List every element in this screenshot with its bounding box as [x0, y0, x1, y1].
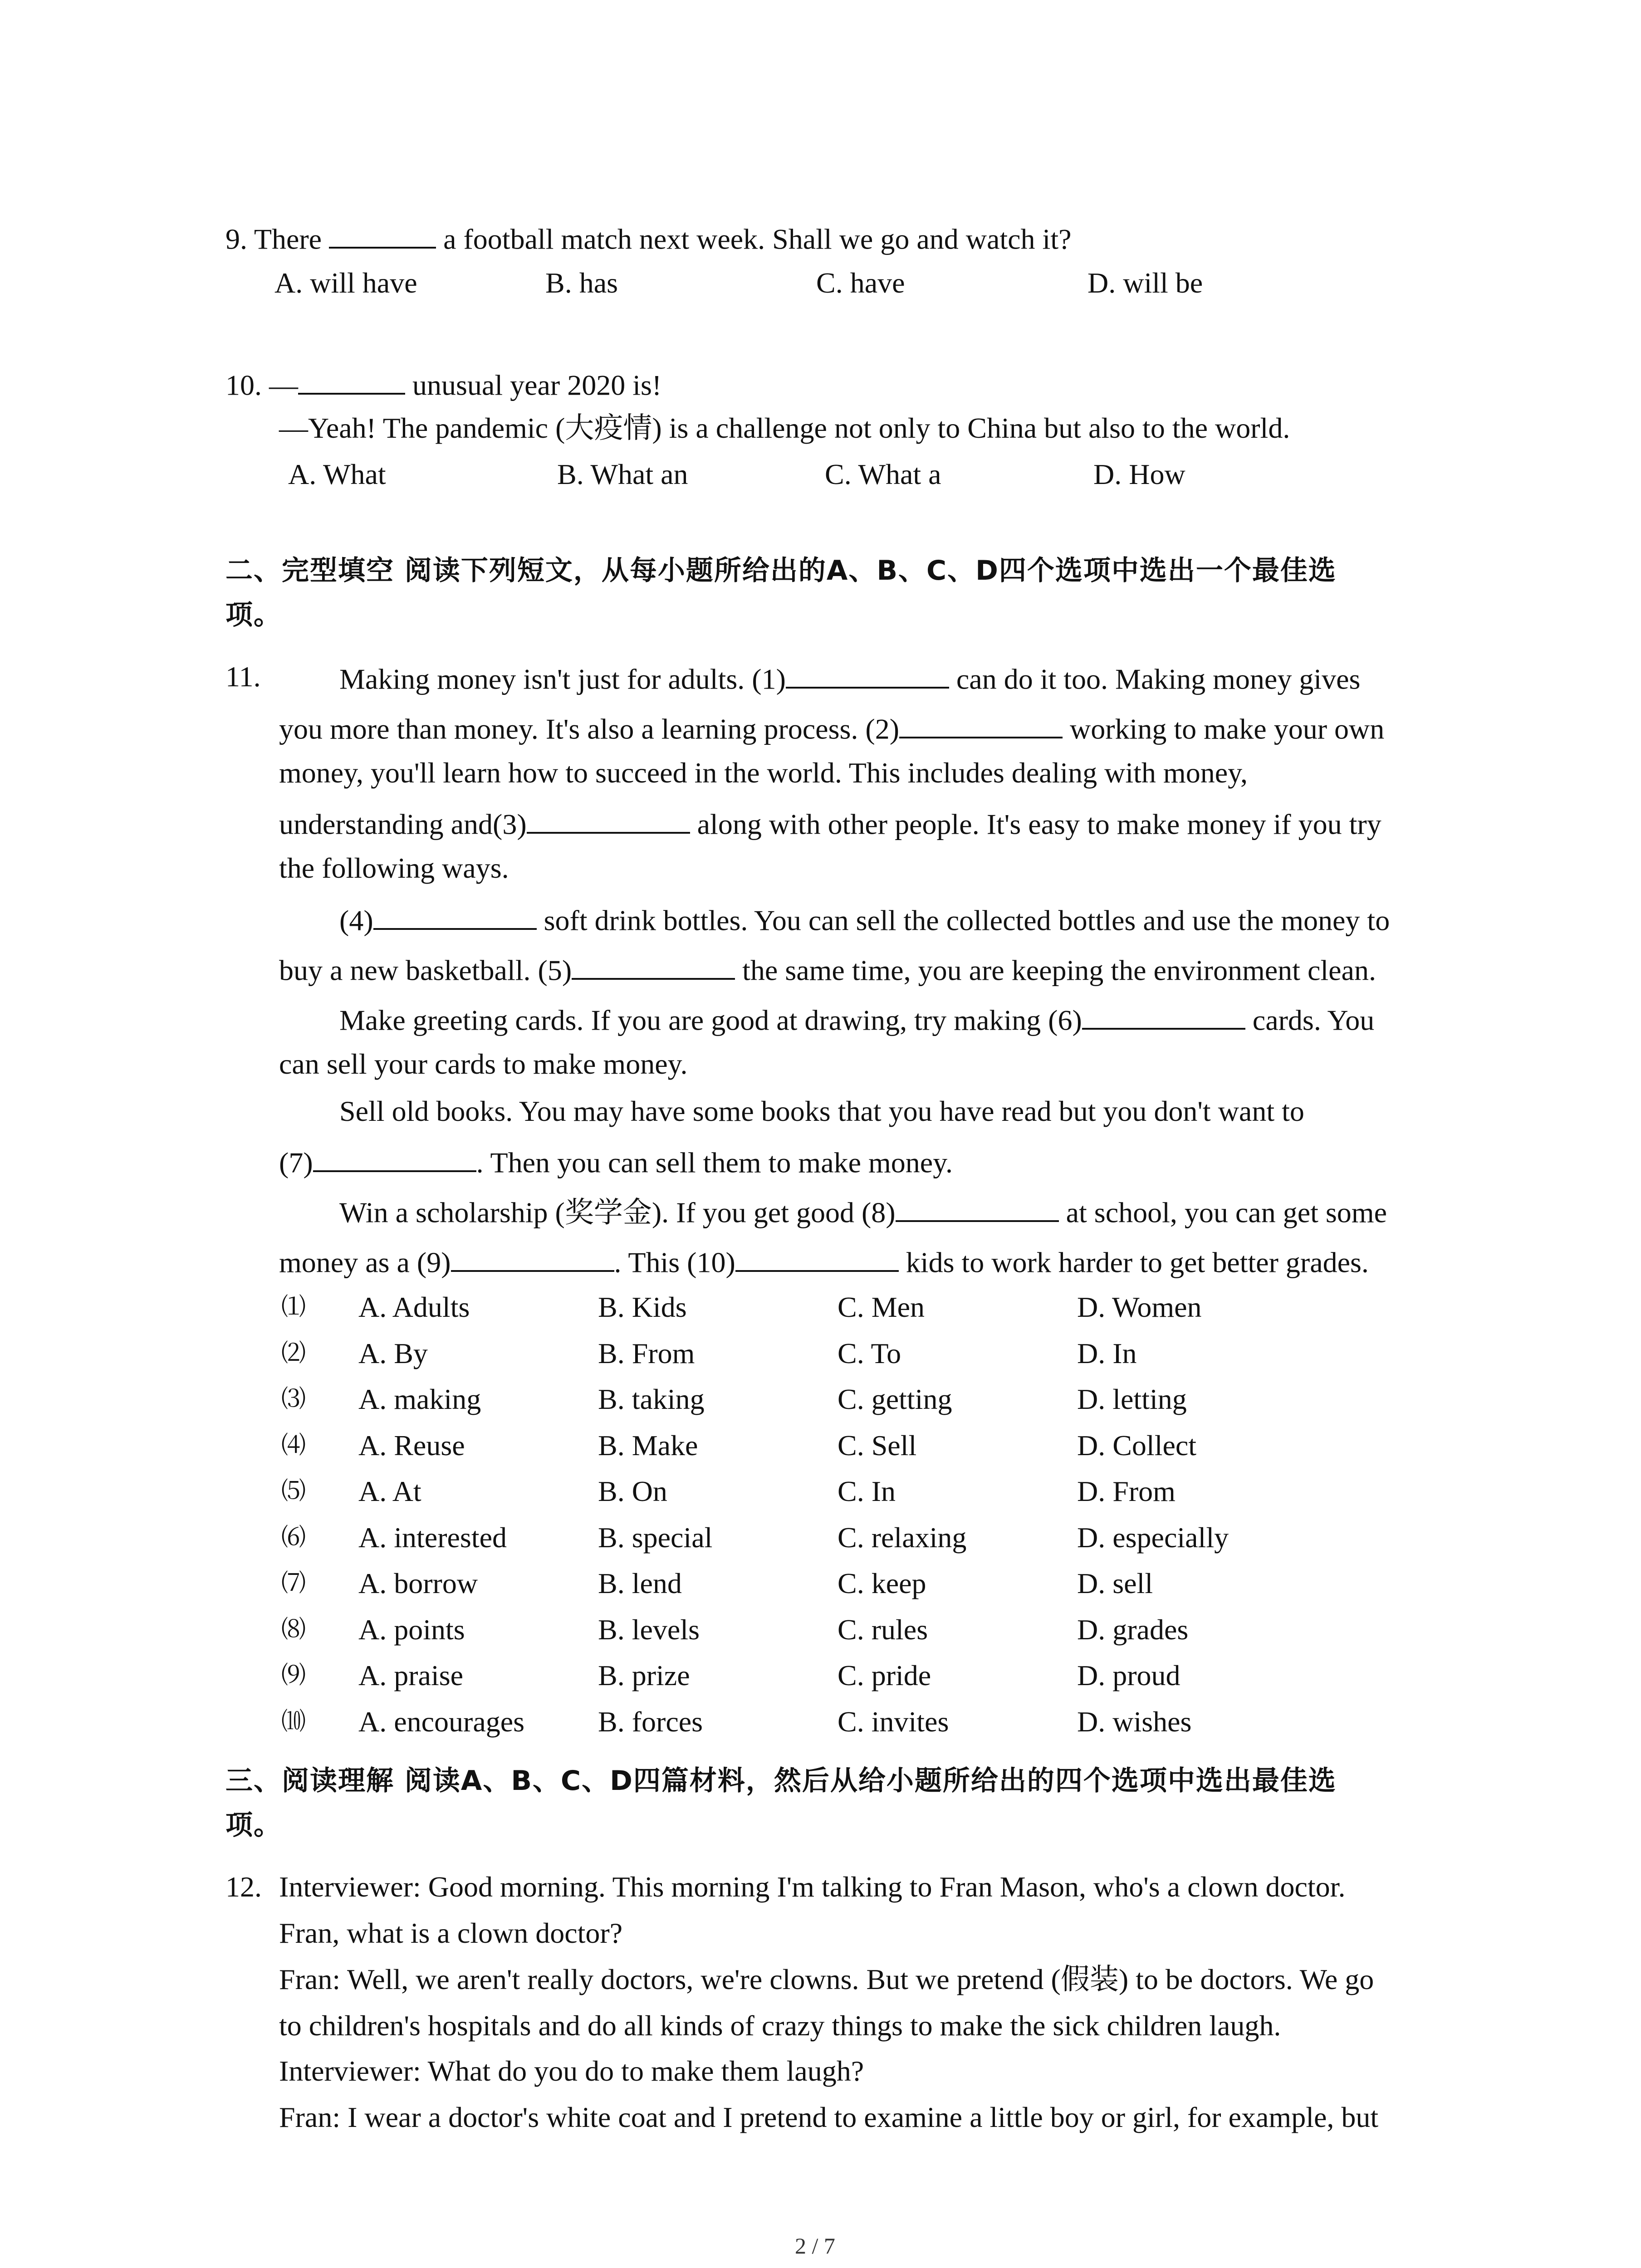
passage-text: (7)	[279, 1146, 313, 1179]
dash: —	[269, 369, 298, 401]
choice-d[interactable]: D. In	[1077, 1337, 1137, 1369]
choice-number: ⑸	[281, 1476, 306, 1505]
dialogue-line: to children's hospitals and do all kinds of crazy things to make the sick children laugh.	[279, 2009, 1281, 2042]
passage-line: can sell your cards to make money.	[279, 1048, 688, 1080]
choice-number: ⑵	[281, 1338, 306, 1367]
passage-text: Win a scholarship (奖学金). If you get good (8)	[339, 1196, 896, 1229]
choice-a[interactable]: A. encourages	[358, 1705, 525, 1738]
passage-text: along with other people. It's easy to make money if you try	[697, 808, 1381, 841]
choice-d[interactable]: D. letting	[1077, 1383, 1187, 1415]
cloze-blank-4[interactable]	[373, 904, 537, 930]
choice-c[interactable]: C. invites	[838, 1705, 949, 1738]
passage-line	[279, 1246, 1369, 1277]
option-a: A. will have	[274, 267, 417, 299]
choice-number: ⑹	[281, 1522, 306, 1551]
choice-number: ⑽	[281, 1706, 306, 1735]
choice-a[interactable]: A. Adults	[358, 1291, 470, 1323]
cloze-blank-7[interactable]	[313, 1146, 476, 1172]
choice-c[interactable]: C. rules	[838, 1613, 928, 1646]
choice-c[interactable]: C. keep	[838, 1567, 926, 1599]
choice-number: ⑷	[281, 1430, 306, 1459]
choice-a[interactable]: A. praise	[358, 1659, 464, 1691]
dialogue-line: Interviewer: Good morning. This morning I'm talking to Fran Mason, who's a clown doctor.	[279, 1871, 1346, 1903]
answer-blank[interactable]	[329, 222, 436, 249]
cloze-blank-2[interactable]	[899, 712, 1063, 738]
choice-number: ⑴	[281, 1292, 306, 1321]
choice-a[interactable]: A. Reuse	[358, 1429, 465, 1461]
question-number: 10.	[225, 369, 262, 401]
option-a: A. What	[288, 458, 386, 490]
passage-line	[339, 662, 1360, 694]
choice-c[interactable]: C. relaxing	[838, 1521, 967, 1554]
option-b: B. What an	[557, 458, 688, 490]
cloze-blank-8[interactable]	[896, 1196, 1059, 1222]
stem-text: a football match next week. Shall we go and watch it?	[443, 223, 1072, 255]
choice-d[interactable]: D. Women	[1077, 1291, 1202, 1323]
section-heading-reading: 三、阅读理解 阅读A、B、C、D四篇材料，然后从给小题所给出的四个选项中选出最佳选	[225, 1765, 1337, 1797]
choice-c[interactable]: C. To	[838, 1337, 901, 1369]
choice-d[interactable]: D. proud	[1077, 1659, 1181, 1691]
question-9-stem	[225, 222, 1072, 254]
passage-text: can do it too. Making money gives	[956, 663, 1361, 695]
cloze-blank-6[interactable]	[1082, 1003, 1245, 1030]
passage-text: at school, you can get some	[1066, 1196, 1387, 1229]
section-heading-cloze: 二、完型填空 阅读下列短文，从每小题所给出的A、B、C、D四个选项中选出一个最佳选	[225, 555, 1337, 587]
passage-line	[279, 1146, 953, 1177]
choice-d[interactable]: D. wishes	[1077, 1705, 1192, 1738]
choice-a[interactable]: A. making	[358, 1383, 481, 1415]
passage-line: the following ways.	[279, 852, 509, 884]
dialogue-line: Fran: Well, we aren't really doctors, we're clowns. But we pretend (假装) to be doctors. We go	[279, 1963, 1374, 1995]
option-c: C. What a	[825, 458, 941, 490]
passage-text: working to make your own	[1070, 713, 1385, 745]
option-d: D. How	[1093, 458, 1185, 490]
option-b: B. has	[545, 267, 618, 299]
choice-number: ⑺	[281, 1569, 306, 1597]
choice-c[interactable]: C. pride	[838, 1659, 931, 1691]
option-d: D. will be	[1087, 267, 1203, 299]
passage-line	[279, 953, 1376, 985]
passage-line	[339, 1003, 1374, 1035]
dialogue-line: Interviewer: What do you do to make them laugh?	[279, 2055, 864, 2087]
passage-text: (4)	[339, 904, 373, 937]
choice-b[interactable]: B. forces	[598, 1705, 703, 1738]
choice-d[interactable]: D. sell	[1077, 1567, 1153, 1599]
passage-text: . Then you can sell them to make money.	[476, 1146, 953, 1179]
choice-c[interactable]: C. In	[838, 1475, 896, 1507]
passage-line	[339, 904, 1390, 935]
passage-line	[339, 1196, 1387, 1227]
choice-c[interactable]: C. getting	[838, 1383, 952, 1415]
choice-b[interactable]: B. special	[598, 1521, 713, 1554]
answer-blank[interactable]	[298, 368, 405, 395]
choice-number: ⑶	[281, 1384, 306, 1413]
passage-text: the same time, you are keeping the environment clean.	[742, 954, 1376, 987]
choice-a[interactable]: A. At	[358, 1475, 421, 1507]
dialogue-line: Fran: I wear a doctor's white coat and I pretend to examine a little boy or girl, for example, but	[279, 2101, 1379, 2133]
choice-a[interactable]: A. borrow	[358, 1567, 478, 1599]
passage-line	[279, 807, 1381, 839]
choice-d[interactable]: D. Collect	[1077, 1429, 1197, 1461]
passage-text: you more than money. It's also a learning process. (2)	[279, 713, 899, 745]
choice-number: ⑼	[281, 1661, 306, 1689]
passage-line	[279, 712, 1384, 743]
passage-line: Sell old books. You may have some books that you have read but you don't want to	[339, 1095, 1304, 1127]
section-heading-cloze-cont: 项。	[225, 599, 282, 631]
choice-c[interactable]: C. Sell	[838, 1429, 917, 1461]
choice-b[interactable]: B. prize	[598, 1659, 690, 1691]
choice-c[interactable]: C. Men	[838, 1291, 925, 1323]
choice-d[interactable]: D. especially	[1077, 1521, 1229, 1554]
stem-text: There	[254, 223, 322, 255]
choice-b[interactable]: B. Make	[598, 1429, 698, 1461]
choice-d[interactable]: D. From	[1077, 1475, 1176, 1507]
passage-line: money, you'll learn how to succeed in the world. This includes dealing with money,	[279, 757, 1248, 789]
question-number: 12.	[225, 1871, 262, 1903]
choice-b[interactable]: B. On	[598, 1475, 667, 1507]
question-number: 11.	[225, 660, 261, 693]
passage-text: . This (10)	[614, 1246, 735, 1279]
passage-text: understanding and(3)	[279, 808, 527, 841]
choice-a[interactable]: A. By	[358, 1337, 428, 1369]
cloze-blank-1[interactable]	[786, 662, 949, 689]
passage-text: cards. You	[1252, 1004, 1375, 1036]
page-number: 2 / 7	[795, 2233, 835, 2258]
cloze-blank-5[interactable]	[572, 953, 735, 980]
cloze-blank-9[interactable]	[451, 1246, 614, 1272]
dialogue-line: Fran, what is a clown doctor?	[279, 1917, 623, 1949]
passage-text: Making money isn't just for adults. (1)	[339, 663, 786, 695]
choice-b[interactable]: B. From	[598, 1337, 695, 1369]
passage-text: soft drink bottles. You can sell the collected bottles and use the money to	[544, 904, 1390, 937]
passage-text: Make greeting cards. If you are good at drawing, try making (6)	[339, 1004, 1082, 1036]
passage-text: money as a (9)	[279, 1246, 451, 1279]
choice-b[interactable]: B. levels	[598, 1613, 700, 1646]
choice-b[interactable]: B. taking	[598, 1383, 705, 1415]
choice-b[interactable]: B. Kids	[598, 1291, 687, 1323]
choice-d[interactable]: D. grades	[1077, 1613, 1189, 1646]
passage-text: kids to work harder to get better grades.	[906, 1246, 1369, 1279]
choice-a[interactable]: A. interested	[358, 1521, 507, 1554]
option-c: C. have	[816, 267, 905, 299]
question-number: 9.	[225, 223, 247, 255]
question-10-line2: —Yeah! The pandemic (大疫情) is a challenge not only to China but also to the world.	[279, 412, 1290, 444]
choice-number: ⑻	[281, 1614, 306, 1643]
stem-text: unusual year 2020 is!	[412, 369, 662, 401]
question-10-line1	[225, 368, 661, 400]
passage-text: buy a new basketball. (5)	[279, 954, 572, 987]
cloze-blank-10[interactable]	[735, 1246, 899, 1272]
choice-b[interactable]: B. lend	[598, 1567, 682, 1599]
section-heading-reading-cont: 项。	[225, 1809, 282, 1841]
cloze-blank-3[interactable]	[527, 807, 690, 834]
choice-a[interactable]: A. points	[358, 1613, 465, 1646]
